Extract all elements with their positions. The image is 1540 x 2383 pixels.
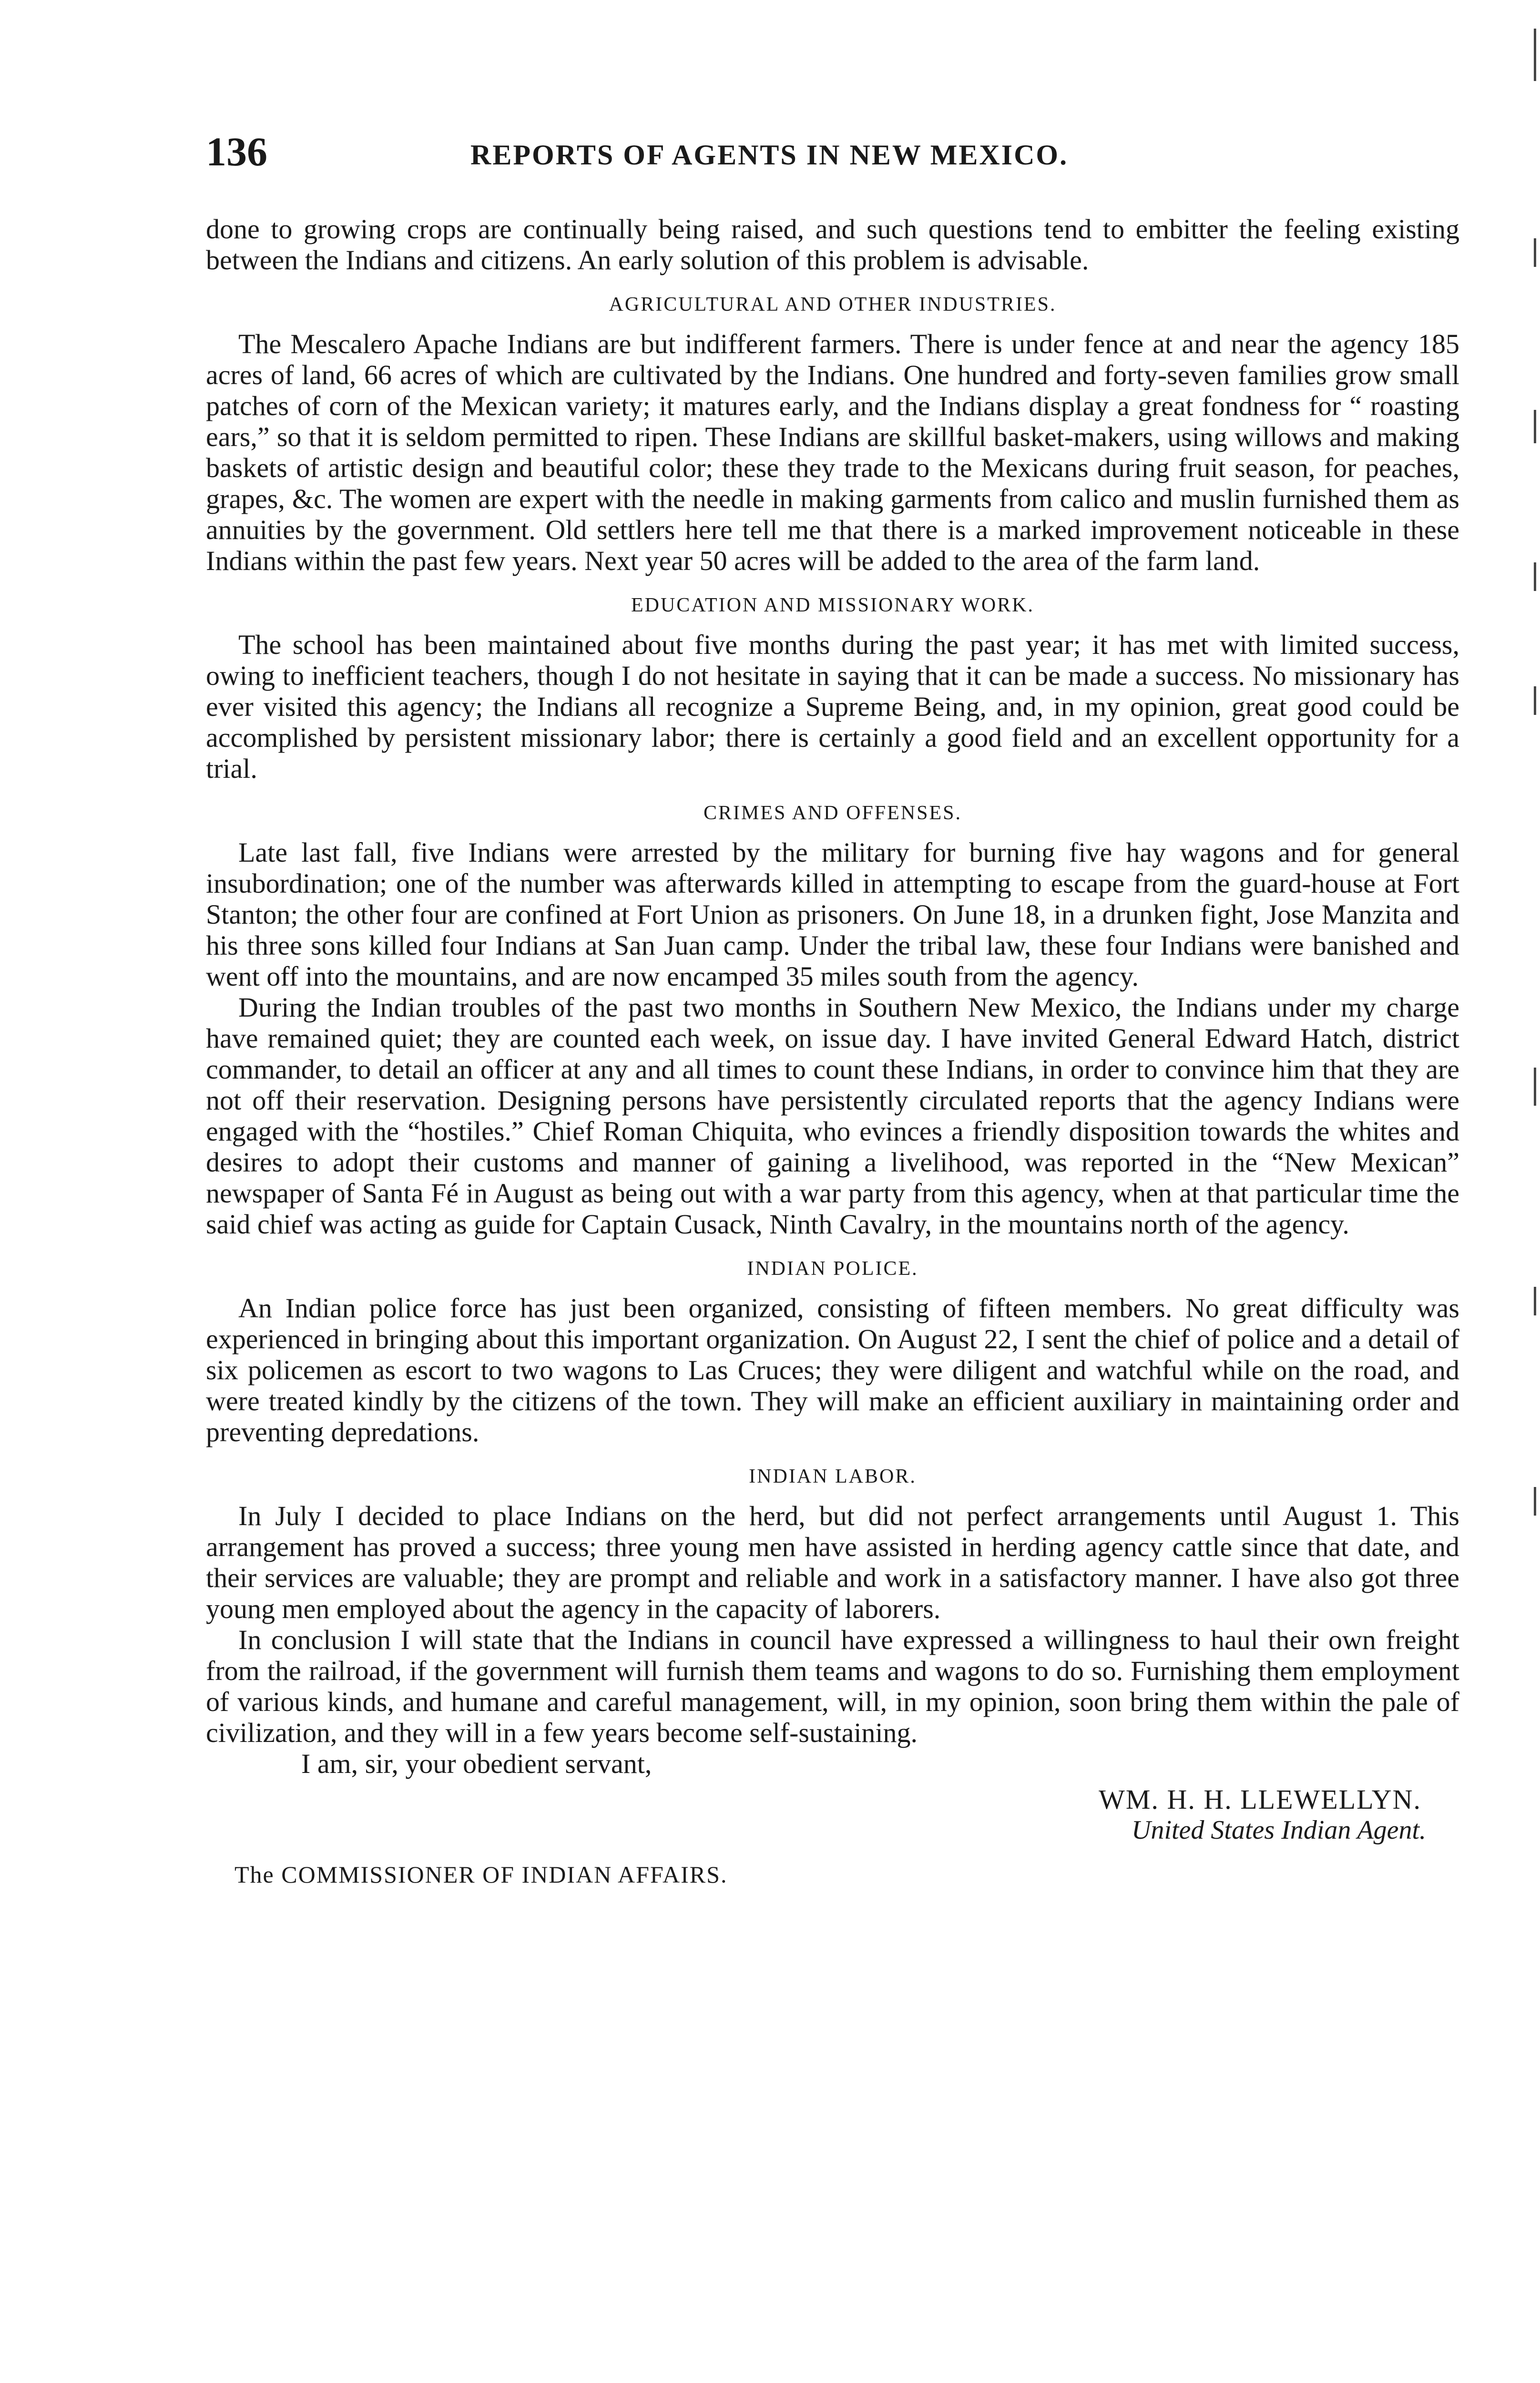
education-paragraph: The school has been maintained about five months during the past year; it has met with limited success, owing to inefficient teachers, though I do not hesitate in saying that it can be made a success. No missionary has ever visited this agency; the Indians all recognize a Supreme Being, and, in my opinion, great good could be accomplished by persistent missionary labor; there is certainly a good field and an excellent opportunity for a trial. [206,629,1459,784]
crimes-paragraph-1: Late last fall, five Indians were arrested by the military for burning five hay wagons and for general insubordination; one of the number was afterwards killed in attempting to escape from the guard-house at Fort Stanton; the other four are confined at Fort Union as prisoners. On June 18, in a drunken fight, Jose Manzita and his three sons killed four Indians at San Juan camp. Under the tribal law, these four Indians were banished and went off into the mountains, and are now encamped 35 miles south from the agency. [206,837,1459,992]
page-header [206,128,1459,180]
edge-mark [1534,410,1536,443]
signature-name: WM. H. H. LLEWELLYN. [1099,1784,1421,1815]
section-heading-crimes: CRIMES AND OFFENSES. [704,802,962,824]
scan-edge-marks [1521,0,1540,2383]
edge-mark [1534,686,1536,715]
page-number: 136 [206,129,267,174]
edge-mark [1534,238,1536,267]
intro-continuation-paragraph: done to growing crops are continually being raised, and such questions tend to embitter the feeling existing between the Indians and citizens. An early solution of this problem is advisable. [206,214,1459,275]
edge-mark [1534,1287,1536,1315]
section-heading-education: EDUCATION AND MISSIONARY WORK. [631,594,1035,616]
closing-salutation: I am, sir, your obedient servant, [301,1748,652,1779]
police-paragraph: An Indian police force has just been organized, consisting of fifteen members. No great difficulty was experienced in bringing about this important organization. On August 22, I sent the chief of police and a detail of six policemen as escort to two wagons to Las Cruces; they were diligent and watchful while on the road, and were treated kindly by the citizens of the town. They will make an efficient auxiliary in maintaining order and preventing depredations. [206,1293,1459,1447]
section-heading-police: INDIAN POLICE. [747,1258,918,1280]
edge-mark [1534,1068,1536,1106]
report-body [206,214,1459,1890]
labor-paragraph-2: In conclusion I will state that the Indians in council have expressed a willingness to haul their own freight from the railroad, if the government will furnish them teams and wagons to do so. Furnishing them employment of various kinds, and humane and careful management, will, in my opinion, soon bring them within the pale of civilization, and they will in a few years become self-sustaining. [206,1624,1459,1748]
agriculture-paragraph: The Mescalero Apache Indians are but indifferent farmers. There is under fence at and near the agency 185 acres of land, 66 acres of which are cultivated by the Indians. One hundred and forty-seven families grow small patches of corn of the Mexican variety; it matures early, and the Indians display a great fondness for “ roasting ears,” so that it is seldom permitted to ripen. These Indians are skillful basket-makers, using willows and making baskets of artistic design and beautiful color; these they trade to the Mexicans during fruit season, for peaches, grapes, &c. The women are expert with the needle in making garments from calico and muslin furnished them as annuities by the government. Old settlers here tell me that there is a marked improvement noticeable in these Indians within the past few years. Next year 50 acres will be added to the area of the farm land. [206,328,1459,576]
edge-mark [1534,1487,1536,1516]
section-heading-labor: INDIAN LABOR. [749,1466,917,1487]
section-heading-agriculture: AGRICULTURAL AND OTHER INDUSTRIES. [609,294,1057,316]
labor-paragraph-1: In July I decided to place Indians on the herd, but did not perfect arrangements until August 1. This arrangement has proved a success; three young men have assisted in herding agency cattle since that date, and their services are valuable; they are prompt and reliable and work in a satisfactory manner. I have also got three young men employed about the agency in the capacity of laborers. [206,1500,1459,1624]
signature-title: United States Indian Agent. [1132,1815,1426,1845]
running-head: REPORTS OF AGENTS IN NEW MEXICO. [470,139,1069,171]
addressee-line: The COMMISSIONER OF INDIAN AFFAIRS. [235,1861,728,1888]
crimes-paragraph-2: During the Indian troubles of the past two months in Southern New Mexico, the Indians under my charge have remained quiet; they are counted each week, on issue day. I have invited General Edward Hatch, district commander, to detail an officer at any and all times to count these Indians, in order to convince him that they are not off their reservation. Designing persons have persistently circulated reports that the agency Indians were engaged with the “hostiles.” Chief Roman Chiquita, who evinces a friendly disposition towards the whites and desires to adopt their customs and manner of gaining a livelihood, was reported in the “New Mexican” newspaper of Santa Fé in August as being out with a war party from this agency, when at that particular time the said chief was acting as guide for Captain Cusack, Ninth Cavalry, in the mountains north of the agency. [206,992,1459,1240]
edge-mark [1534,29,1536,81]
edge-mark [1534,562,1536,591]
